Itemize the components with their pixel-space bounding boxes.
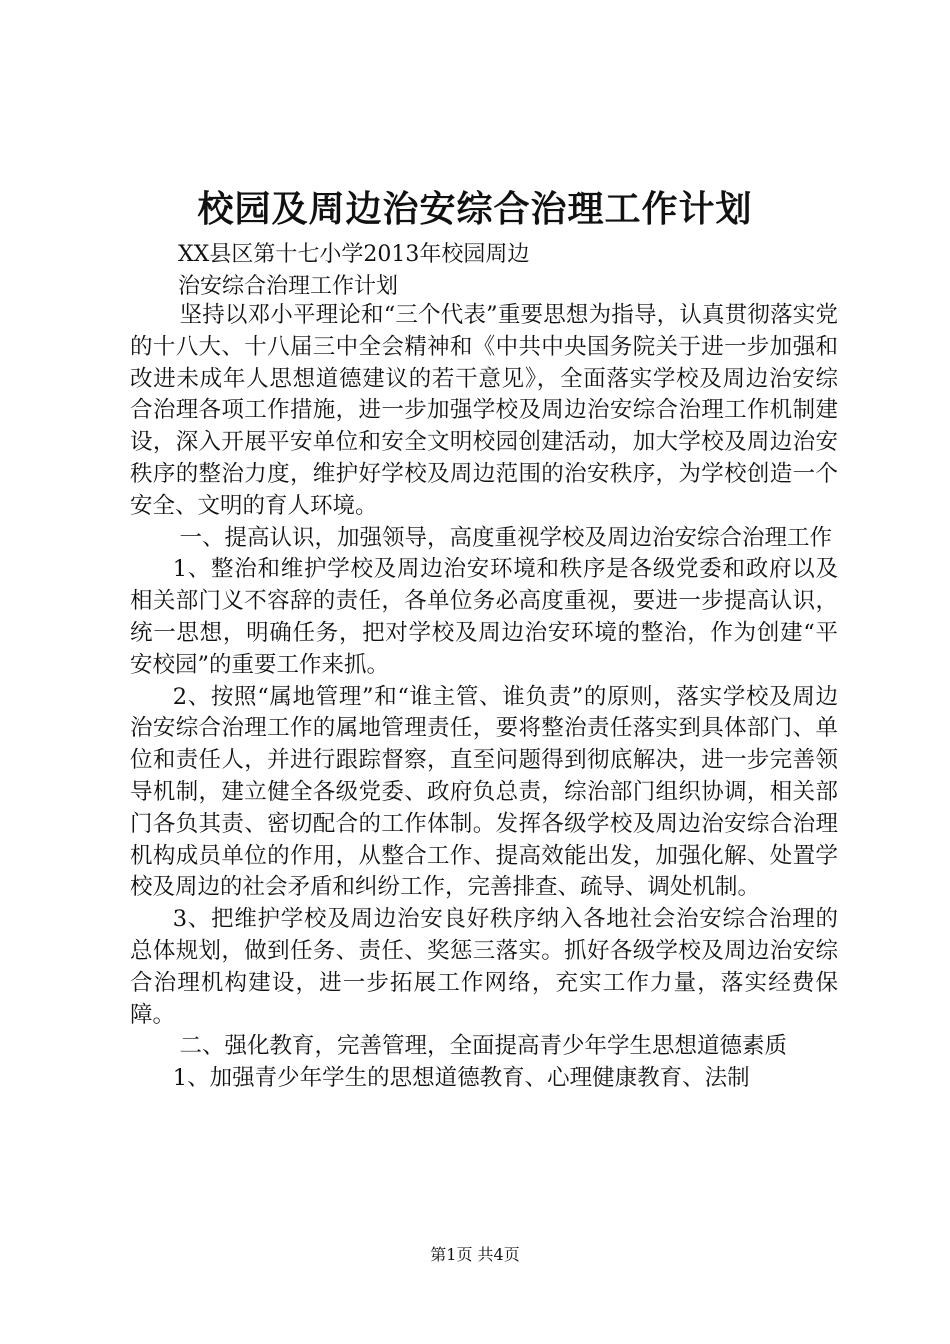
section-heading-1: 一、提高认识，加强领导，高度重视学校及周边治安综合治理工作 <box>179 524 833 551</box>
document-title: 校园及周边治安综合治理工作计划 <box>197 188 753 230</box>
page-number-footer: 第1页 共4页 <box>430 1245 520 1264</box>
section-heading-2: 二、强化教育，完善管理，全面提高青少年学生思想道德素质 <box>179 1033 788 1060</box>
paragraph-intro: 坚持以邓小平理论和“三个代表”重要思想为指导，认真贯彻落实党的十八大、十八届三中全会精神和《中共中央国务院关于进一步加强和改进未成年人思想道德建议的若干意见》，全面落实学校及周边治安综合治理各项工作措施，进一步加强学校及周边治安综合治理工作机制建设，深入开展平安单位和安全文明校园创建活动，加大学校及周边治安秩序的整治力度，维护好学校及周边范围的治安秩序，为学校创造一个安全、文明的育人环境。 <box>130 302 838 519</box>
document-body <box>130 300 838 1095</box>
subtitle-line-1: XX县区第十七小学2013年校园周边 <box>178 242 530 267</box>
subtitle-line-2: 治安综合治理工作计划 <box>178 274 399 299</box>
paragraph-item: 1、加强青少年学生的思想道德教育、心理健康教育、法制 <box>172 1065 750 1092</box>
paragraph-item: 1、整治和维护学校及周边治安环境和秩序是各级党委和政府以及相关部门义不容辞的责任，各单位务必高度重视，要进一步提高认识，统一思想，明确任务，把对学校及周边治安环境的整治，作为创建“平安校园”的重要工作来抓。 <box>130 556 838 678</box>
paragraph-item: 3、把维护学校及周边治安良好秩序纳入各地社会治安综合治理的总体规划，做到任务、责任、奖惩三落实。抓好各级学校及周边治安综合治理机构建设，进一步拓展工作网络，充实工作力量，落实经费保障。 <box>130 906 838 1028</box>
paragraph-item: 2、按照“属地管理”和“谁主管、谁负责”的原则，落实学校及周边治安综合治理工作的属地管理责任，要将整治责任落实到具体部门、单位和责任人，并进行跟踪督察，直至问题得到彻底解决，进一步完善领导机制，建立健全各级党委、政府负总责，综治部门组织协调，相关部门各负其责、密切配合的工作体制。发挥各级学校及周边治安综合治理机构成员单位的作用，从整合工作、提高效能出发，加强化解、处置学校及周边的社会矛盾和纠纷工作，完善排查、疏导、调处机制。 <box>130 683 838 901</box>
